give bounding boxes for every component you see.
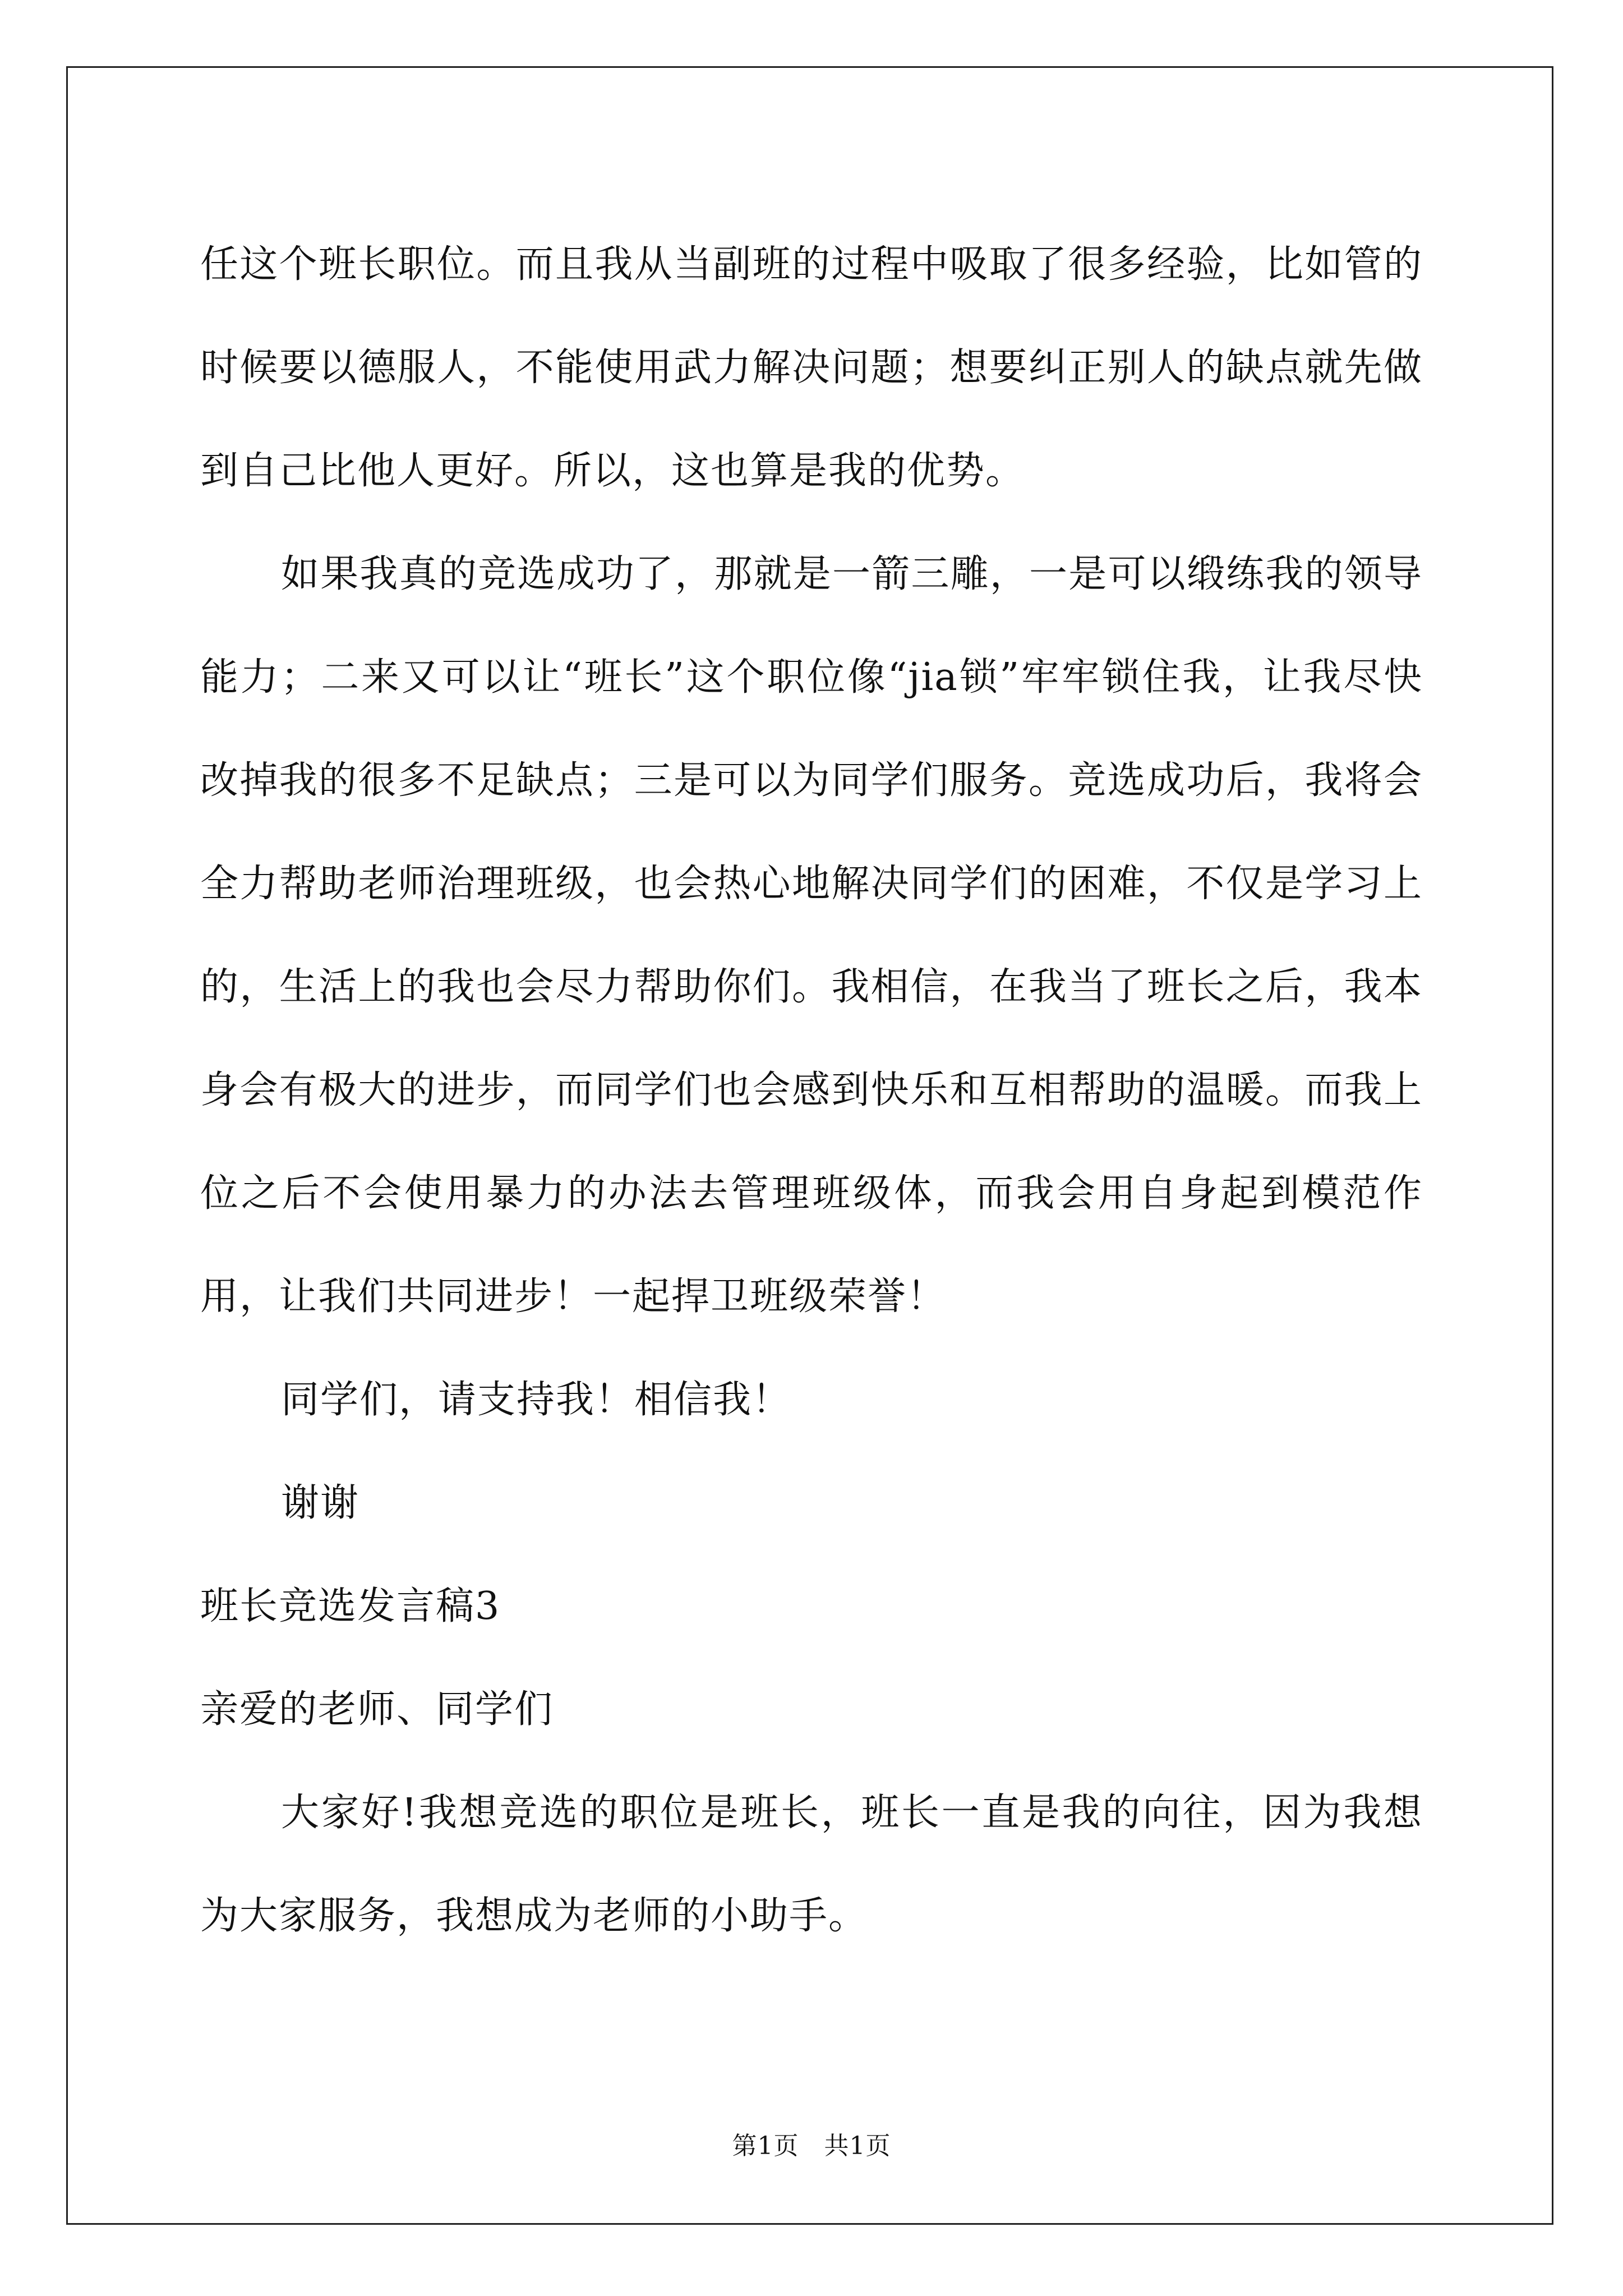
section-title: 班长竞选发言稿3	[200, 1584, 501, 1628]
document-body	[200, 213, 1423, 1968]
paragraph-2: 如果我真的竞选成功了，那就是一箭三雕，一是可以缎练我的领导能力；二来又可以让“班长”这个职位像“jia锁”牢牢锁住我，让我尽快改掉我的很多不足缺点；三是可以为同学们服务。竞选成功后，我将会全力帮助老师治理班级，也会热心地解决同学们的困难，不仅是学习上的，生活上的我也会尽力帮助你们。我相信，在我当了班长之后，我本身会有极大的进步，而同学们也会感到快乐和互相帮助的温暖。而我上位之后不会使用暴力的办法去管理班级体，而我会用自身起到模范作用，让我们共同进步！一起捍卫班级荣誉！	[200, 552, 1423, 1319]
paragraph-5: 大家好!我想竞选的职位是班长，班长一直是我的向往，因为我想为大家服务，我想成为老师的小助手。	[200, 1791, 1423, 1938]
page-footer: 第1页 共1页	[732, 2132, 891, 2160]
paragraph-4: 谢谢	[281, 1481, 360, 1525]
greeting: 亲爱的老师、同学们	[200, 1687, 554, 1732]
paragraph-3: 同学们，请支持我！相信我！	[281, 1378, 792, 1422]
paragraph-1: 任这个班长职位。而且我从当副班的过程中吸取了很多经验，比如管的时候要以德服人，不能使用武力解决问题；想要纠正别人的缺点就先做到自己比他人更好。所以，这也算是我的优势。	[200, 242, 1423, 493]
